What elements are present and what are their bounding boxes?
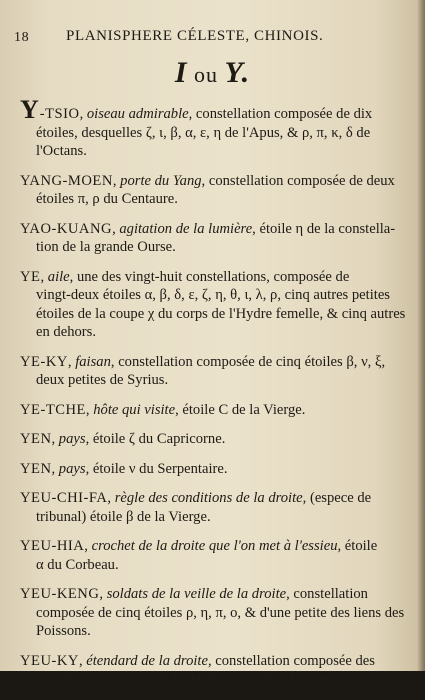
entry-line1: , étoile ζ du Capricorne.: [85, 431, 226, 447]
entry-headword: YEN: [20, 431, 52, 447]
entry-headword: YE-TCHE: [20, 401, 86, 418]
entry-continuation: étoiles π, ρ du Centaure.: [36, 191, 178, 207]
entry-separator: ,: [51, 460, 59, 477]
entry-line1: , constellation composée de cinq étoiles β, ν, ξ,: [110, 353, 386, 370]
entry-continuation: étoiles, desquelles ζ, ι, β, α, ε, η de l'Apus, & ρ, π, κ, δ de l'Octans.: [36, 124, 371, 159]
entry-continuation: composée de cinq étoiles ρ, η, π, ο, & d'une petite des liens des Poissons.: [36, 604, 405, 639]
dictionary-entry: [20, 430, 414, 449]
entry-continuation: tion de la grande Ourse.: [36, 239, 176, 255]
dictionary-entries: [20, 95, 414, 700]
entry-headword: YANG-MOEN: [20, 172, 113, 189]
page-edge-shadow: [417, 0, 425, 671]
entry-headword: YEU-CHI-FA: [20, 490, 108, 506]
entry-gloss: étendard de la droite: [86, 652, 208, 669]
entry-headword: YEU-KENG: [20, 586, 100, 602]
entry-separator: ,: [85, 401, 94, 418]
entry-gloss: aile: [47, 268, 70, 285]
entry-line1: , étoile: [337, 538, 378, 554]
entry-gloss: oiseau admirable: [86, 106, 189, 122]
entry-separator: ,: [107, 490, 115, 506]
entry-line1: , constellation: [286, 586, 368, 602]
entry-headword: -TSIO: [39, 106, 80, 122]
entry-headword: YEU-HIA: [20, 538, 85, 554]
entry-line1: , constellation composée des: [207, 652, 375, 669]
entry-gloss: crochet de la droite que l'on met à l'essieu: [91, 538, 338, 554]
dictionary-entry: [20, 220, 414, 257]
dictionary-entry: [20, 537, 414, 574]
section-title-left: I: [174, 56, 188, 89]
entry-separator: ,: [112, 172, 121, 189]
entry-gloss: agitation de la lumière: [119, 220, 253, 237]
dictionary-entry: [20, 460, 414, 479]
entry-headword: YE: [20, 268, 41, 285]
entry-line1: , constellation composée de deux: [201, 172, 395, 189]
entry-gloss: règle des conditions de la droite: [114, 490, 303, 506]
entry-gloss: pays: [58, 460, 86, 477]
entry-line1: , une des vingt-huit constellations, composée de: [69, 268, 350, 285]
dictionary-entry: [20, 401, 414, 420]
dictionary-entry: [20, 652, 414, 689]
entry-continuation: deux petites de Syrius.: [36, 372, 169, 388]
entry-headword: YEN: [20, 460, 52, 477]
entry-gloss: soldats de la veille de la droite: [106, 586, 287, 602]
entry-dropcap: Y: [20, 95, 40, 124]
entry-separator: ,: [40, 268, 48, 285]
entry-line1: , (espece de: [302, 490, 372, 506]
entry-headword: YAO-KUANG: [20, 220, 113, 237]
dictionary-entry: [20, 585, 414, 641]
entry-separator: ,: [79, 106, 87, 122]
entry-separator: ,: [78, 652, 87, 669]
entry-continuation: α du Corbeau.: [36, 556, 119, 573]
entry-gloss: hôte qui visite: [93, 401, 176, 418]
running-title: PLANISPHERE CÉLESTE, CHINOIS.: [66, 28, 324, 44]
entry-line1: , étoile η de la constella-: [252, 220, 396, 237]
entry-continuation: vingt-deux étoiles α, β, δ, ε, ζ, η, θ, ι, λ, ρ, cinq autres petites étoiles de la coupe χ du corps de l'Hydre femelle, & cinq autres en dehors.: [36, 287, 406, 340]
section-title-mid: ou: [187, 62, 225, 87]
dictionary-entry: [20, 353, 414, 390]
entry-separator: ,: [51, 431, 59, 447]
entry-separator: ,: [67, 353, 76, 370]
entry-line1: , constellation composée de dix: [188, 106, 373, 122]
entry-line1: , étoile C de la Vierge.: [175, 401, 306, 418]
entry-headword: YEU-KY: [20, 652, 79, 669]
dictionary-entry: [20, 489, 414, 526]
entry-gloss: faisan: [75, 353, 111, 370]
entry-line1: , étoile ν du Serpentaire.: [85, 460, 228, 477]
entry-headword: YE-KY: [20, 353, 68, 370]
section-title: [0, 56, 425, 90]
entry-continuation: tribunal) étoile β de la Vierge.: [36, 508, 211, 525]
entry-separator: ,: [84, 538, 92, 554]
section-title-right: Y.: [224, 56, 251, 89]
dictionary-entry: [20, 172, 414, 209]
entry-gloss: pays: [58, 431, 86, 447]
entry-separator: ,: [112, 220, 120, 237]
entry-continuation: sept étoiles δ, μ, ν de l'Aigle, & ι, κ, σ, F d'Antinoüs.: [36, 671, 344, 687]
page-number: 18: [14, 30, 30, 45]
dictionary-entry: [20, 268, 414, 342]
entry-gloss: porte du Yang: [120, 172, 202, 189]
dictionary-entry: [20, 95, 414, 161]
entry-separator: ,: [99, 586, 107, 602]
page-header: [14, 28, 414, 50]
